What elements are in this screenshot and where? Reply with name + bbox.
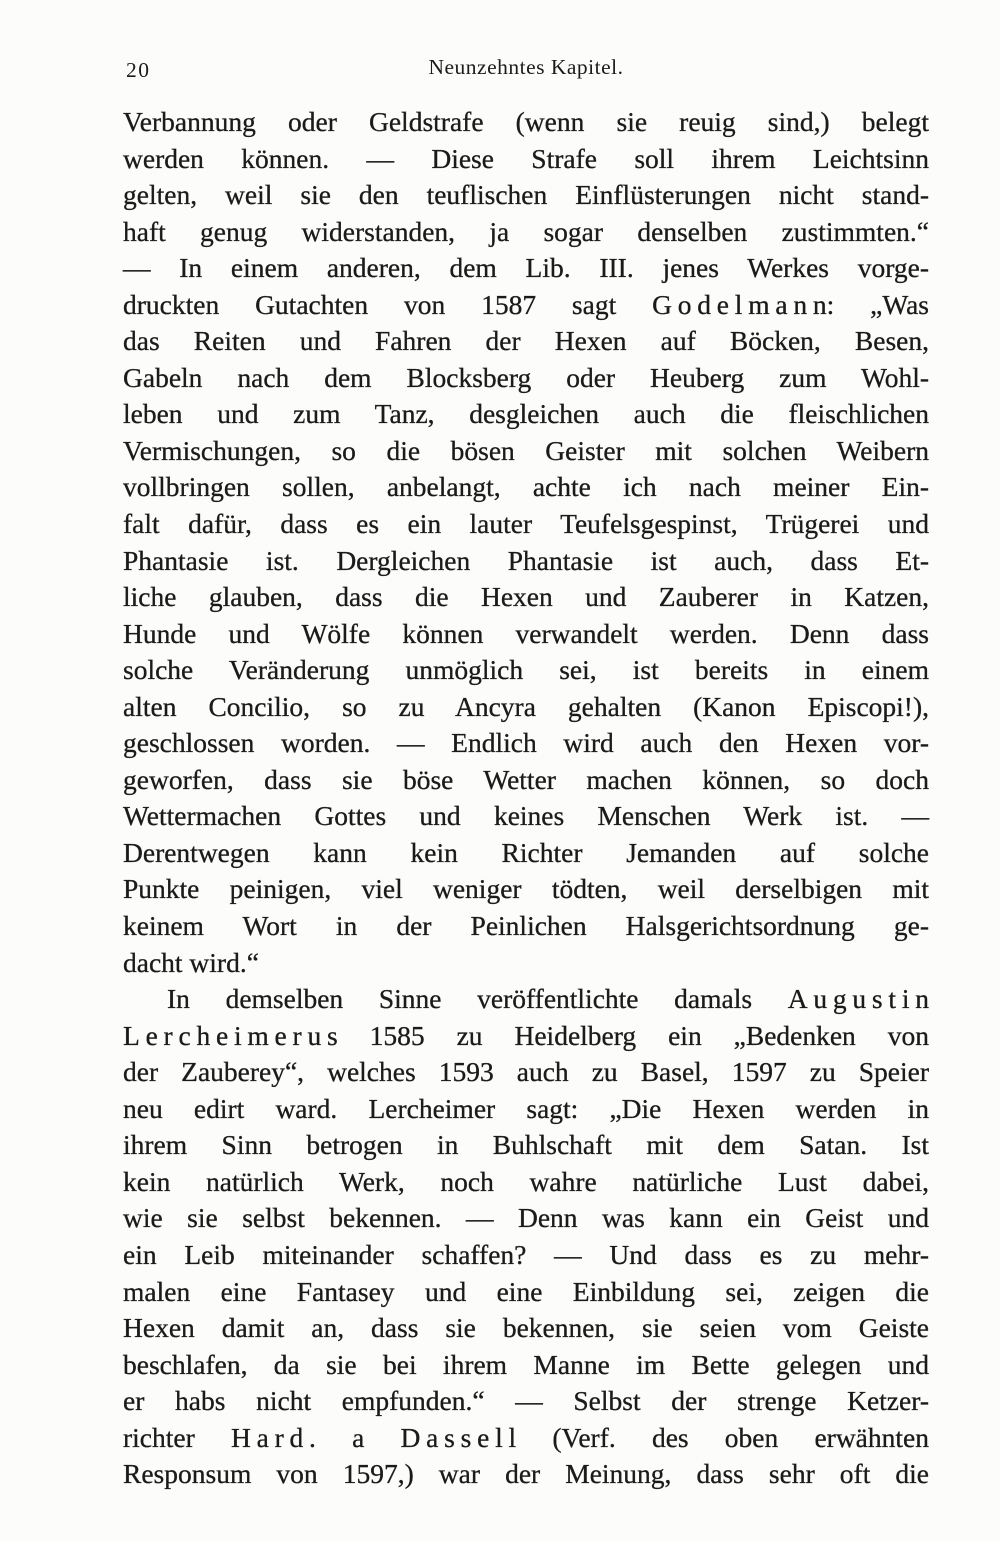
- text-line: [123, 177, 929, 214]
- text-line: [123, 1420, 929, 1457]
- text-segment: Verbannung oder Geldstrafe (wenn sie reuig sind,) belegt: [123, 106, 929, 137]
- text-line: [123, 250, 929, 287]
- text-segment: Gabeln nach dem Blocksberg oder Heuberg zum Wohl-: [123, 361, 929, 393]
- text-segment: Punkte peinigen, viel weniger tödten, weil derselbigen mit: [123, 873, 929, 905]
- text-line: [123, 323, 929, 360]
- text-segment: Wettermachen Gottes und keines Menschen Werk ist. —: [123, 800, 929, 832]
- text-line: [123, 396, 929, 433]
- text-line: [123, 1347, 929, 1384]
- text-segment: Hexen damit an, dass sie bekennen, sie seien vom Geiste: [123, 1312, 929, 1344]
- person-name: Hard.: [230, 1421, 322, 1453]
- page-header: [123, 52, 929, 84]
- text-segment: — In einem anderen, dem Lib. III. jenes Werkes vorge-: [123, 252, 929, 284]
- text-segment: vollbringen sollen, anbelangt, achte ich nach meiner Ein-: [123, 471, 929, 503]
- person-name: Lercheimerus: [123, 1019, 344, 1051]
- text-line: [123, 287, 929, 324]
- text-segment: neu edirt ward. Lercheimer sagt: „Die Hexen werden in: [123, 1092, 929, 1124]
- person-name: Godelmann: [652, 288, 833, 320]
- paragraph: [123, 981, 935, 1493]
- text-segment: alten Concilio, so zu Ancyra gehalten (Kanon Episcopi!),: [123, 690, 929, 722]
- text-line: [123, 1310, 929, 1347]
- person-name: Augustin: [787, 983, 935, 1015]
- text-line: [123, 506, 929, 543]
- text-line: [123, 104, 929, 141]
- text-line: [123, 360, 929, 397]
- text-segment: solche Veränderung unmöglich sei, ist bereits in einem: [123, 654, 929, 686]
- text-segment: geworfen, dass sie böse Wetter machen können, so doch: [123, 763, 929, 795]
- text-segment: kein natürlich Werk, noch wahre natürliche Lust dabei,: [123, 1165, 929, 1197]
- text-segment: Responsum von 1597,) war der Meinung, dass sehr oft die: [123, 1458, 929, 1490]
- text-segment: falt dafür, dass es ein lauter Teufelsgespinst, Trügerei und: [123, 508, 929, 540]
- text-line: [123, 1164, 929, 1201]
- text-line: [123, 652, 929, 689]
- text-line: [123, 981, 935, 1018]
- text-line: [123, 141, 929, 178]
- text-segment: werden können. — Diese Strafe soll ihrem Leichtsinn: [123, 142, 929, 174]
- text-segment: druckten Gutachten von 1587 sagt: [123, 288, 653, 320]
- text-segment: (Verf. des oben erwähnten: [516, 1421, 929, 1453]
- text-segment: liche glauben, dass die Hexen und Zauberer in Katzen,: [123, 581, 929, 613]
- text-segment: ein Leib miteinander schaffen? — Und dass es zu mehr-: [123, 1238, 929, 1270]
- text-line: [123, 798, 929, 835]
- text-segment: keinem Wort in der Peinlichen Halsgerichtsordnung ge-: [123, 910, 929, 942]
- body-text: [123, 104, 935, 1493]
- text-segment: 1585 zu Heidelberg ein „Bedenken von: [337, 1019, 929, 1051]
- text-line: [123, 214, 929, 251]
- running-header: Neunzehntes Kapitel.: [428, 55, 624, 79]
- text-line: [123, 1274, 929, 1311]
- text-line: [123, 1091, 929, 1128]
- text-line: [123, 1200, 929, 1237]
- text-line: [123, 689, 929, 726]
- text-segment: der Zauberey“, welches 1593 auch zu Basel, 1597 zu Speier: [123, 1056, 929, 1088]
- text-line: [123, 1054, 929, 1091]
- text-segment: Phantasie ist. Dergleichen Phantasie ist auch, dass Et-: [123, 544, 929, 576]
- text-segment: dacht wird.“: [123, 946, 259, 978]
- text-segment: haft genug widerstanden, ja sogar denselben zustimmten.“: [123, 215, 929, 247]
- text-segment: Hunde und Wölfe können verwandelt werden. Denn dass: [123, 617, 929, 649]
- text-segment: leben und zum Tanz, desgleichen auch die fleischlichen: [123, 398, 929, 430]
- text-line: [123, 579, 929, 616]
- page-number: 20: [126, 58, 151, 82]
- text-line: [123, 908, 929, 945]
- text-line: [123, 762, 929, 799]
- text-line: [123, 835, 929, 872]
- text-line: [123, 1018, 929, 1055]
- text-line: [123, 1456, 929, 1493]
- text-segment: ihrem Sinn betrogen in Buhlschaft mit dem Satan. Ist: [123, 1129, 929, 1161]
- text-line: [123, 469, 929, 506]
- text-line: [123, 945, 929, 982]
- text-segment: : „Was: [826, 288, 929, 320]
- text-line: [123, 1383, 929, 1420]
- text-segment: er habs nicht empfunden.“ — Selbst der strenge Ketzer-: [123, 1385, 929, 1417]
- text-segment: Derentwegen kann kein Richter Jemanden auf solche: [123, 836, 929, 868]
- text-line: [123, 1127, 929, 1164]
- paragraph: [123, 104, 929, 981]
- text-segment: beschlafen, da sie bei ihrem Manne im Bette gelegen und: [123, 1348, 929, 1380]
- text-segment: wie sie selbst bekennen. — Denn was kann ein Geist und: [123, 1202, 929, 1234]
- text-line: [123, 725, 929, 762]
- text-line: [123, 616, 929, 653]
- text-line: [123, 543, 929, 580]
- text-segment: In demselben Sinne veröffentlichte damals: [167, 983, 788, 1015]
- text-segment: a: [315, 1421, 401, 1453]
- text-line: [123, 871, 929, 908]
- text-line: [123, 1237, 929, 1274]
- text-segment: malen eine Fantasey und eine Einbildung sei, zeigen die: [123, 1275, 929, 1307]
- text-line: [123, 433, 929, 470]
- text-segment: richter: [123, 1421, 231, 1453]
- text-segment: das Reiten und Fahren der Hexen auf Böcken, Besen,: [123, 325, 929, 357]
- text-segment: gelten, weil sie den teuflischen Einflüsterungen nicht stand-: [123, 179, 929, 211]
- text-segment: Vermischungen, so die bösen Geister mit solchen Weibern: [123, 434, 929, 466]
- person-name: Dassell: [400, 1421, 522, 1453]
- text-segment: geschlossen worden. — Endlich wird auch den Hexen vor-: [123, 727, 929, 759]
